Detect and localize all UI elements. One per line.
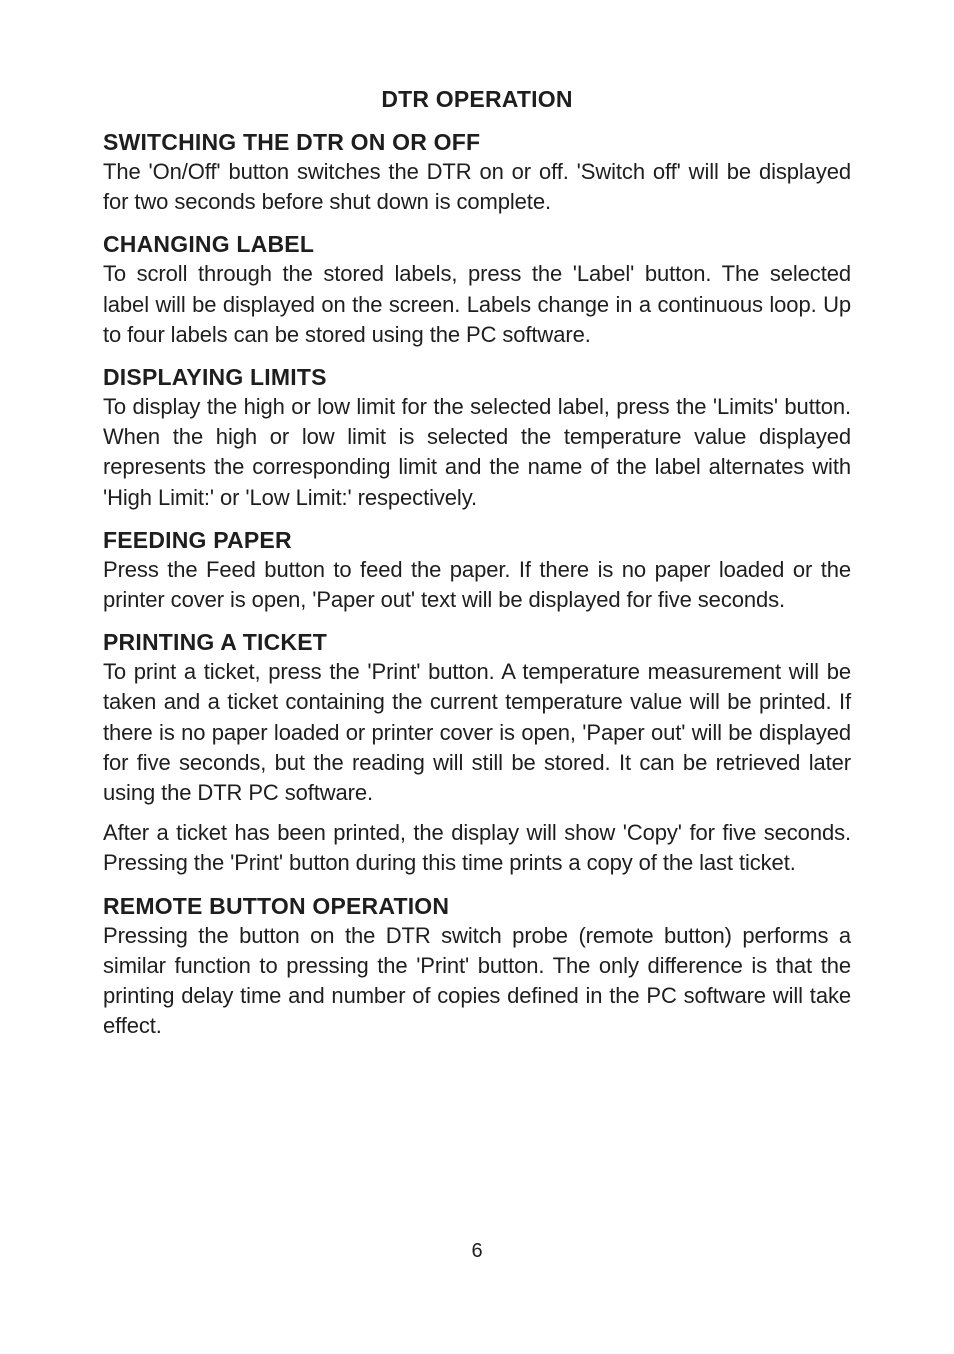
section-switching xyxy=(103,127,851,217)
section-heading: DISPLAYING LIMITS xyxy=(103,364,327,391)
section-displaying-limits xyxy=(103,362,851,513)
paragraph: After a ticket has been printed, the display will show 'Copy' for five seconds. Pressing the 'Print' button during this time prints a copy of the last ticket. xyxy=(103,820,851,876)
section-remote-button xyxy=(103,891,851,1042)
paragraph: The 'On/Off' button switches the DTR on or off. 'Switch off' will be displayed for two seconds before shut down is complete. xyxy=(103,159,851,215)
section-changing-label xyxy=(103,229,851,350)
paragraph: To print a ticket, press the 'Print' button. A temperature measurement will be taken and a ticket containing the current temperature value will be printed. If there is no paper loaded or printer cover is open, 'Paper out' will be displayed for five seconds, but the reading will still be stored. It can be retrieved later using the DTR PC software. xyxy=(103,659,851,806)
paragraph: Pressing the button on the DTR switch probe (remote button) performs a similar function to pressing the 'Print' button. The only difference is that the printing delay time and number of copies defined in the PC software will take effect. xyxy=(103,922,851,1039)
section-printing-ticket xyxy=(103,627,851,878)
section-heading: REMOTE BUTTON OPERATION xyxy=(103,892,450,919)
paragraph: To display the high or low limit for the selected label, press the 'Limits' button. When the high or low limit is selected the temperature value displayed represents the corresponding limit and the name of the label alternates with 'High Limit:' or 'Low Limit:' respectively. xyxy=(103,394,851,510)
paragraph: To scroll through the stored labels, press the 'Label' button. The selected label will be displayed on the screen. Labels change in a continuous loop. Up to four labels can be stored using the PC software. xyxy=(103,261,851,347)
document-body xyxy=(103,127,851,1053)
section-heading: CHANGING LABEL xyxy=(103,231,315,258)
section-heading: SWITCHING THE DTR ON OR OFF xyxy=(103,129,481,155)
page-number: 6 xyxy=(471,1240,483,1262)
page-title: DTR OPERATION xyxy=(381,86,573,112)
paragraph: Press the Feed button to feed the paper. If there is no paper loaded or the printer cover is open, 'Paper out' text will be displayed for five seconds. xyxy=(103,556,851,613)
section-feeding-paper xyxy=(103,525,851,615)
section-heading: PRINTING A TICKET xyxy=(103,629,328,656)
section-heading: FEEDING PAPER xyxy=(103,526,292,553)
